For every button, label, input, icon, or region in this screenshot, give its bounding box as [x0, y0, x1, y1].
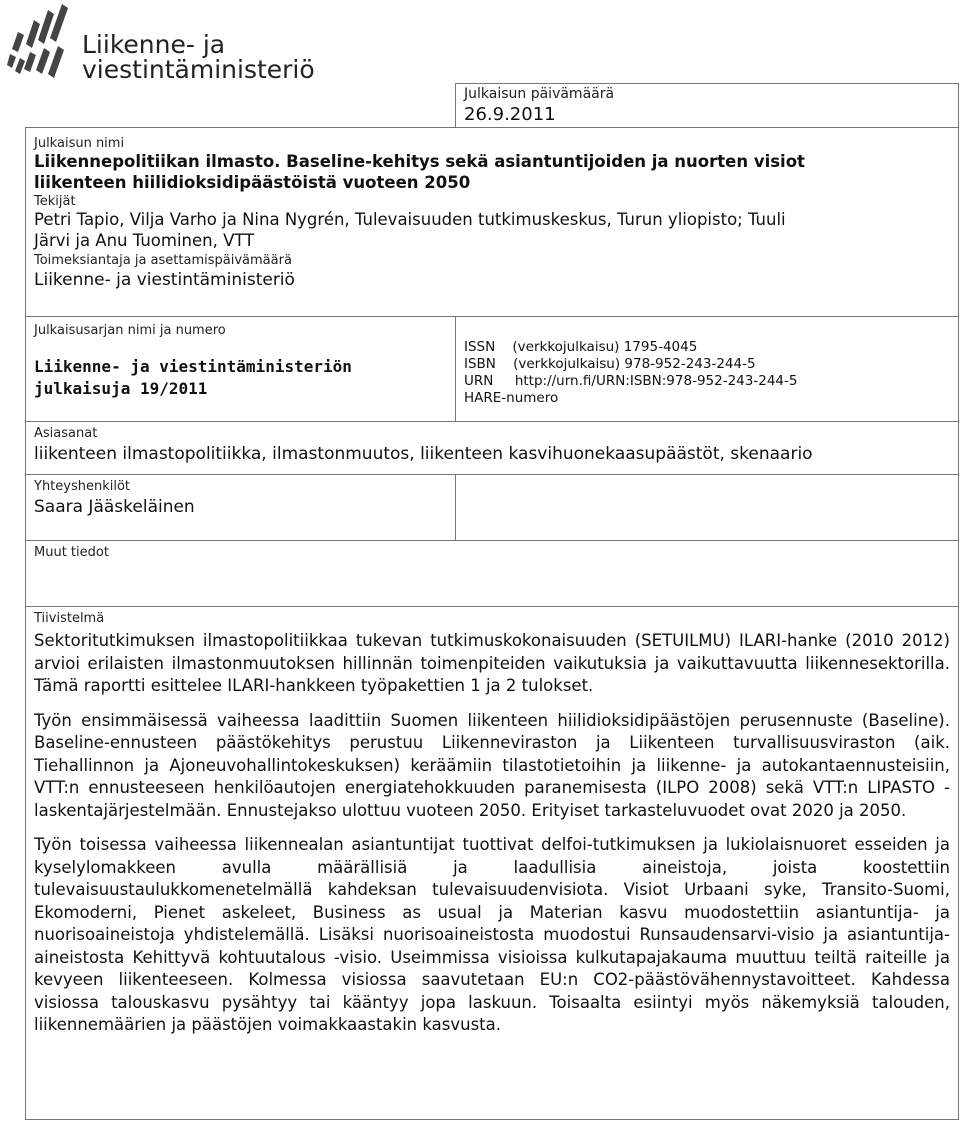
publication-date-box: [455, 83, 959, 128]
identifiers-box: [455, 316, 959, 422]
title-line-1: Liikennepolitiikan ilmasto. Baseline-kehitys sekä asiantuntijoiden ja nuorten visiot: [34, 152, 805, 171]
keywords-box: [25, 421, 959, 475]
hare-number: HARE-numero: [464, 390, 559, 406]
description-sheet: [25, 83, 959, 1120]
contact-label: Yhteyshenkilöt: [34, 479, 131, 494]
contact-box: [25, 474, 456, 541]
title-label: Julkaisun nimi: [34, 136, 125, 151]
commissioner-label: Toimeksiantaja ja asettamispäivämäärä: [34, 253, 292, 268]
contact-value: Saara Jääskeläinen: [34, 497, 195, 517]
abstract-paragraph-1: Sektoritutkimuksen ilmastopolitiikkaa tukevan tutkimuskokonaisuuden (SETUILMU) ILARI-hanke (2010 2012) arvioi erilaisten ilmastonmuutoksen hillinnän toimenpiteiden vaikutuksia ja vaikuttavuutta liikennesektorilla. Tämä raportti esittelee ILARI-hankkeen työpakettien 1 ja 2 tulokset.: [34, 631, 950, 695]
abstract-paragraph-3: Työn toisessa vaiheessa liikennealan asiantuntijat tuottivat delfoi-tutkimuksen ja lukiolaisnuoret esseiden ja kyselylomakkeen avulla määrällisiä ja laadullisia aineistoja, joista koostettiin tulevaisuustaulukkomenetelmällä kahdeksan tulevaisuudenvisiota. Visiot Urbaani syke, Transito-Suomi, Ekomoderni, Pienet askeleet, Business as usual ja Materian kasvu muodostettiin asiantuntija- ja nuorisoaineistoja yhdistelemällä. Lisäksi nuorisoaineistosta muodostui Runsaudensarvi-visio ja asiantuntija-aineistosta Kehittyvä kohtuutalous -visio. Useimmissa visioissa kulkutapajakauma muuttuu teiltä raiteille ja kevyeen liikenteeseen. Kolmessa visiossa saavutetaan EU:n CO2-päästövähennystavoitteet. Kahdessa visiossa talouskasvu pysähtyy tai kääntyy jopa laskuun. Toisaalta esiintyi myös näkemyksiä talouden, liikennemäärien ja päästöjen voimakkaastakin kasvusta.: [34, 835, 950, 1034]
authors-line-1: Petri Tapio, Vilja Varho ja Nina Nygrén, Tulevaisuuden tutkimuskeskus, Turun yliopisto; Tuuli: [34, 210, 786, 229]
ministry-logo: [6, 2, 346, 84]
publication-date-label: Julkaisun päivämäärä: [464, 86, 615, 102]
logo-line-2: viestintäministeriö: [82, 55, 315, 84]
commissioner-value: Liikenne- ja viestintäministeriö: [34, 270, 295, 290]
urn: URN http://urn.fi/URN:ISBN:978-952-243-244-5: [464, 373, 798, 389]
series-line-1: Liikenne- ja viestintäministeriön: [34, 357, 352, 376]
isbn: ISBN (verkkojulkaisu) 978-952-243-244-5: [464, 356, 756, 372]
issn: ISSN (verkkojulkaisu) 1795-4045: [464, 339, 698, 355]
abstract-paragraph-2: Työn ensimmäisessä vaiheessa laadittiin Suomen liikenteen hiilidioksidipäästöjen perusennuste (Baseline). Baseline-ennusteen päästökehitys perustuu Liikenneviraston ja Liikenteen turvallisuusviraston (aik. Tiehallinnon ja Ajoneuvohallintokeskuksen) keräämiin tilastotietoihin ja liikenne- ja autokantaennusteisiin, VTT:n ennusteeseen henkilöautojen energiatehokkuuden paranemisesta (ILPO 2008) sekä VTT:n LIPASTO -laskentajärjestelmään. Ennustejakso ulottuu vuoteen 2050. Erityiset tarkasteluvuodet ovat 2020 ja 2050.: [34, 710, 950, 820]
abstract-label: Tiivistelmä: [34, 611, 105, 626]
series-box: [25, 316, 456, 422]
title-line-2: liikenteen hiilidioksidipäästöistä vuoteen 2050: [34, 173, 471, 192]
publication-date-value: 26.9.2011: [464, 104, 556, 125]
authors-line-2: Järvi ja Anu Tuominen, VTT: [34, 231, 255, 250]
abstract-box: [25, 606, 959, 1120]
logo-line-1: Liikenne- ja: [82, 30, 226, 59]
series-line-2: julkaisuja 19/2011: [34, 379, 208, 398]
keywords-label: Asiasanat: [34, 426, 98, 441]
other-info-label: Muut tiedot: [34, 545, 109, 560]
series-label: Julkaisusarjan nimi ja numero: [34, 323, 226, 338]
contact-extra-box: [455, 474, 959, 541]
keywords-value: liikenteen ilmastopolitiikka, ilmastonmuutos, liikenteen kasvihuonekaasupäästöt, skenaario: [34, 444, 813, 464]
other-info-box: [25, 540, 959, 607]
authors-label: Tekijät: [34, 194, 76, 209]
lion-stripes-icon: [6, 2, 76, 84]
title-box: [25, 127, 959, 317]
logo-text: [82, 32, 315, 82]
